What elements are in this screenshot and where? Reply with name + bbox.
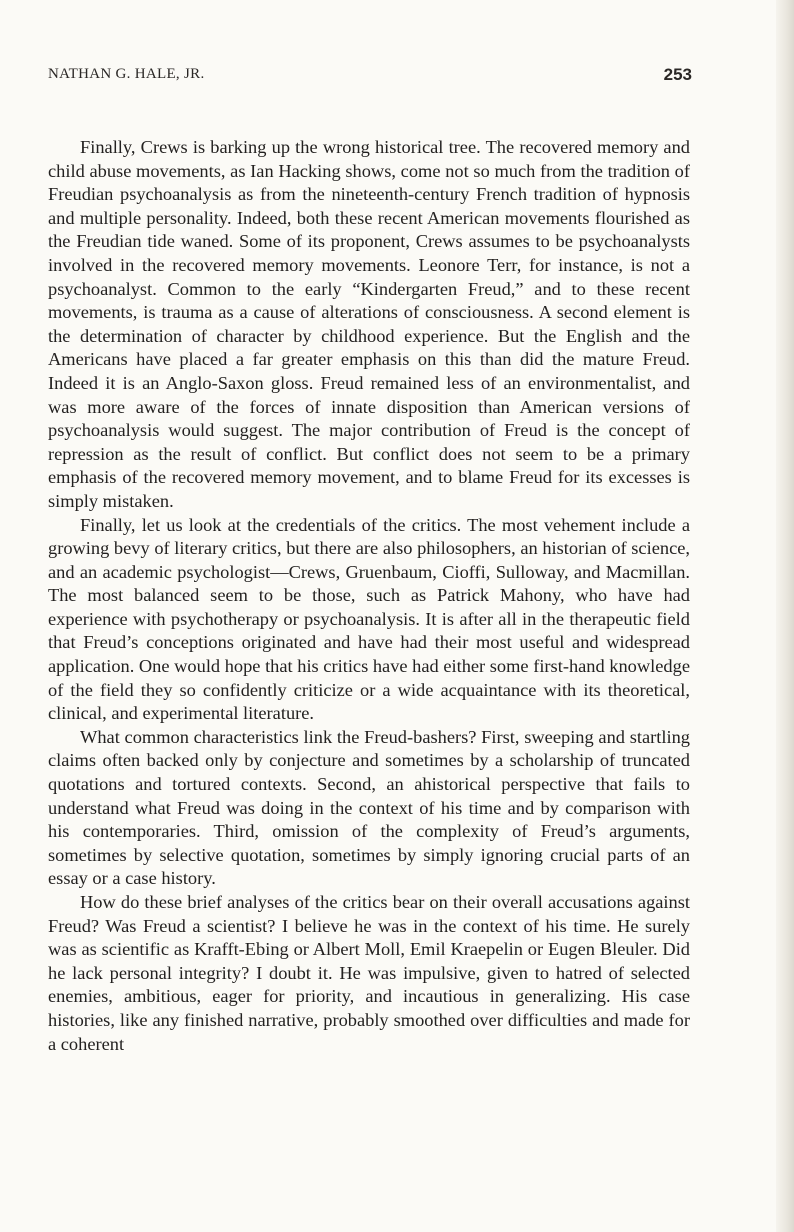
paragraph: What common characteristics link the Freud-bashers? First, sweeping and startling claims often backed only by conjecture and sometimes by a scholarship of truncated quotations and tortured contexts. Second, an ahistorical perspective that fails to understand what Freud was doing in the context of his time and by comparison with his contemporaries. Third, omission of the complexity of Freud’s arguments, sometimes by selective quotation, sometimes by simply ignoring crucial parts of an essay or a case history. — [48, 726, 690, 889]
paragraph: Finally, Crews is barking up the wrong historical tree. The recovered memory and child abuse movements, as Ian Hacking shows, come not so much from the tradition of Freudian psychoanalysis as from the nineteenth-century French tradition of hypnosis and multiple personality. Indeed, both these recent American movements flourished as the Freudian tide waned. Some of its proponent, Crews assumes to be psychoanalysts involved in the recovered memory movements. Leonore Terr, for instance, is not a psychoanalyst. Common to the early “Kindergarten Freud,” and to these recent movements, is trauma as a cause of alterations of consciousness. A second element is the determination of character by childhood experience. But the English and the Americans have placed a far greater emphasis on this than did the mature Freud. Indeed it is an Anglo-Saxon gloss. Freud remained less of an environmentalist, and was more aware of the forces of innate disposition than American versions of psychoanalysis would suggest. The major contribution of Freud is the concept of repression as the result of conflict. But conflict does not seem to be a primary emphasis of the recovered memory movement, and to blame Freud for its excesses is simply mistaken. — [48, 137, 690, 511]
paragraph: How do these brief analyses of the critics bear on their overall accusations against Freud? Was Freud a scientist? I believe he was in the context of his time. He surely was as scientific as Krafft-Ebing or Albert Moll, Emil Kraepelin or Eugen Bleuler. Did he lack personal integrity? I doubt it. He was impulsive, given to hatred of selected enemies, ambitious, eager for priority, and incautious in generalizing. His case histories, like any finished narrative, probably smoothed over difficulties and made for a coherent — [48, 892, 690, 1054]
page-edge-shadow — [776, 0, 794, 1232]
running-head — [48, 66, 692, 90]
running-head-author: NATHAN G. HALE, JR. — [48, 66, 205, 82]
paragraph: Finally, let us look at the credentials of the critics. The most vehement include a growing bevy of literary critics, but there are also philosophers, an historian of science, and an academic psychologist—Crews, Gruenbaum, Cioffi, Sulloway, and Macmillan. The most balanced seem to be those, such as Patrick Mahony, who have had experience with psychotherapy or psychoanalysis. It is after all in the therapeutic field that Freud’s conceptions originated and have had their most useful and widespread application. One would hope that his critics have had either some first-hand knowledge of the field they so confidently criticize or a wide acquaintance with its theoretical, clinical, and experimental literature. — [48, 514, 690, 724]
page-number: 253 — [663, 65, 692, 84]
body-text — [48, 136, 690, 1056]
